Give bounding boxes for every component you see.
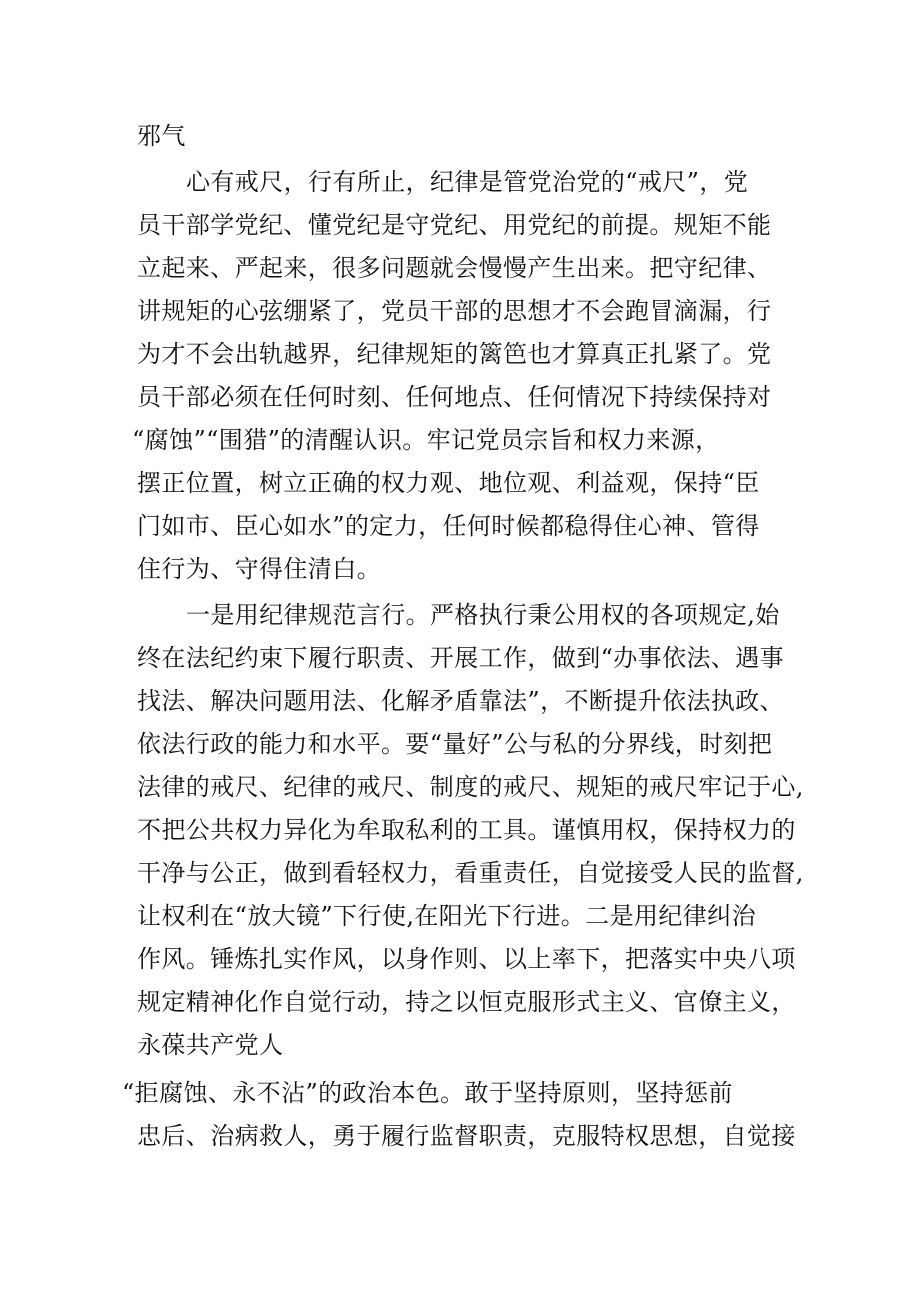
- text-line: 干净与公正，做到看轻权力，看重责任，自觉接受人民的监督,: [137, 859, 804, 887]
- text-line: 规定精神化作自觉行动，持之以恒克服形式主义、官僚主义，: [137, 988, 796, 1016]
- text-line: 永葆共产党人: [137, 1031, 284, 1059]
- text-line: 摆正位置，树立正确的权力观、地位观、利益观，保持“臣: [137, 469, 760, 497]
- text-line: 法律的戒尺、纪律的戒尺、制度的戒尺、规矩的戒尺牢记于心,: [137, 773, 804, 801]
- text-line: “拒腐蚀、永不沾”的政治本色。敢于坚持原则，坚持惩前: [122, 1079, 733, 1107]
- text-line: 作风。锤炼扎实作风，以身作则、以上率下，把落实中央八项: [137, 945, 796, 973]
- text-line: 忠后、治病救人，勇于履行监督职责，克服特权思想，自觉接: [137, 1122, 796, 1150]
- text-line: 让权利在“放大镜”下行使,在阳光下行进。二是用纪律纠治: [137, 902, 756, 930]
- text-line: 不把公共权力异化为牟取私利的工具。谨慎用权，保持权力的: [137, 816, 796, 844]
- text-line: “腐蚀”“围猎”的清醒认识。牢记党员宗旨和权力来源，: [132, 426, 720, 454]
- text-line: 门如市、臣心如水”的定力，任何时候都稳得住心神、管得: [137, 512, 760, 540]
- text-line: 为才不会出轨越界，纪律规矩的篱笆也才算真正扎紧了。党: [137, 340, 772, 368]
- paragraph-start-line: 一是用纪律规范言行。严格执行秉公用权的各项规定,始: [186, 601, 780, 629]
- text-line: 立起来、严起来，很多问题就会慢慢产生出来。把守纪律、: [137, 254, 772, 282]
- text-line: 邪气: [137, 122, 186, 150]
- text-line: 讲规矩的心弦绷紧了，党员干部的思想才不会跑冒滴漏，行: [137, 297, 772, 325]
- text-line: 住行为、守得住清白。: [137, 555, 381, 583]
- text-line: 终在法纪约束下履行职责、开展工作，做到“办事依法、遇事: [137, 644, 785, 672]
- text-line: 员干部学党纪、懂党纪是守党纪、用党纪的前提。规矩不能: [137, 211, 772, 239]
- text-line: 找法、解决问题用法、化解矛盾靠法”，不断提升依法执政、: [137, 687, 785, 715]
- text-line: 依法行政的能力和水平。要“量好”公与私的分界线，时刻把: [137, 730, 773, 758]
- paragraph-start-line: 心有戒尺，行有所止，纪律是管党治党的“戒尺”，党: [186, 168, 749, 196]
- text-line: 员干部必须在任何时刻、任何地点、任何情况下持续保持对: [137, 383, 772, 411]
